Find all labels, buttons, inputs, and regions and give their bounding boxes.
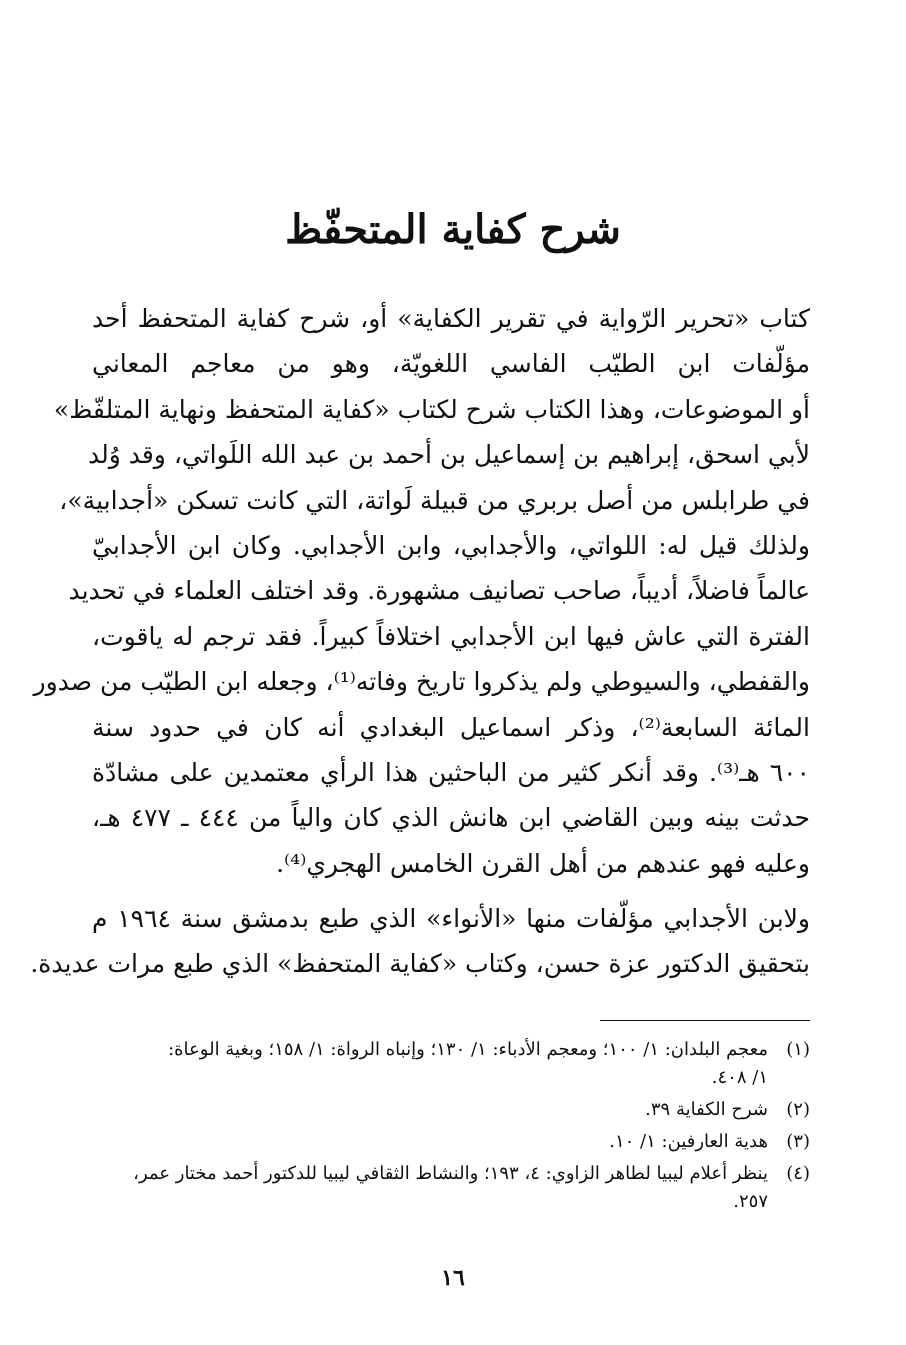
- body-line: أو الموضوعات، وهذا الكتاب شرح لكتاب «كفاية المتحفظ ونهاية المتلفّظ»: [53, 394, 810, 424]
- footnote-line: معجم البلدان: ١/ ١٠٠؛ ومعجم الأدباء: ١/ ١٣٠؛ وإنباه الرواة: ١/ ١٥٨؛ وبغية الوعاة:: [168, 1039, 768, 1060]
- chapter-title: شرح كفاية المتحفّظ: [285, 206, 621, 253]
- body-line: في طرابلس من أصل بربري من قبيلة لَواتة، التي كانت تسكن «أجدابية»،: [59, 485, 810, 515]
- body-line: المائة السابعة⁽²⁾، وذكر اسماعيل البغدادي أنه كان في حدود سنة: [92, 712, 810, 742]
- body-line: ولابن الأجدابي مؤلّفات منها «الأنواء» الذي طبع بدمشق سنة ١٩٦٤ م: [92, 904, 811, 934]
- footnote-text: [92, 1160, 768, 1216]
- footnote-text: [92, 1096, 768, 1124]
- body-line: عالماً فاضلاً، أديباً، صاحب تصانيف مشهورة. وقد اختلف العلماء في تحديد: [68, 576, 810, 606]
- footnote-line: شرح الكفاية ٣٩.: [645, 1099, 768, 1120]
- paragraph: [33, 296, 810, 886]
- footnote: [92, 1036, 810, 1092]
- footnote: [92, 1160, 810, 1216]
- footnote: [92, 1096, 810, 1124]
- body-line: وعليه فهو عندهم من أهل القرن الخامس الهجري⁽⁴⁾.: [276, 848, 810, 878]
- body-line: ولذلك قيل له: اللواتي، والأجدابي، وابن الأجدابي. وكان ابن الأجدابيّ: [92, 530, 810, 560]
- footnote-text: [92, 1036, 768, 1092]
- paragraph: [30, 896, 811, 987]
- footnote: [92, 1128, 810, 1156]
- paragraph-gap: [92, 886, 810, 896]
- footnote-line: ٢٥٧.: [733, 1191, 768, 1212]
- body-text: [30, 296, 811, 987]
- body-line: مؤلّفات ابن الطيّب الفاسي اللغويّة، وهو من معاجم المعاني: [92, 349, 810, 379]
- footnote-number: (١): [786, 1039, 810, 1060]
- footnote-number: (٣): [786, 1131, 810, 1152]
- footnote-separator: [600, 1020, 810, 1021]
- footnotes: [92, 1036, 810, 1220]
- footnote-line: ينظر أعلام ليبيا لطاهر الزاوي: ٤، ١٩٣؛ والنشاط الثقافي ليبيا للدكتور أحمد مختار عمر،: [133, 1163, 768, 1184]
- footnote-number: (٤): [786, 1163, 810, 1184]
- footnote-line: ١/ ٤٠٨.: [711, 1067, 768, 1088]
- footnote-text: [92, 1128, 768, 1156]
- body-line: حدثت بينه وبين القاضي ابن هانش الذي كان والياً من ٤٤٤ ـ ٤٧٧ هـ،: [92, 803, 810, 833]
- body-line: ٦٠٠ هـ⁽³⁾. وقد أنكر كثير من الباحثين هذا الرأي معتمدين على مشادّة: [92, 757, 810, 787]
- page-number: ١٦: [441, 1265, 465, 1291]
- body-line: الفترة التي عاش فيها ابن الأجدابي اختلافاً كبيراً. فقد ترجم له ياقوت،: [92, 621, 810, 651]
- body-line: والقفطي، والسيوطي ولم يذكروا تاريخ وفاته⁽¹⁾، وجعله ابن الطيّب من صدور: [33, 667, 810, 697]
- footnote-number: (٢): [786, 1099, 810, 1120]
- body-line: كتاب «تحرير الرّواية في تقرير الكفاية» أو، شرح كفاية المتحفظ أحد: [92, 304, 810, 333]
- footnote-line: هدية العارفين: ١/ ١٠.: [609, 1131, 768, 1152]
- body-line: بتحقيق الدكتور عزة حسن، وكتاب «كفاية المتحفظ» الذي طبع مرات عديدة.: [30, 949, 810, 979]
- body-line: لأبي اسحق، إبراهيم بن إسماعيل بن أحمد بن عبد الله اللَواتي، وقد وُلد: [87, 440, 810, 470]
